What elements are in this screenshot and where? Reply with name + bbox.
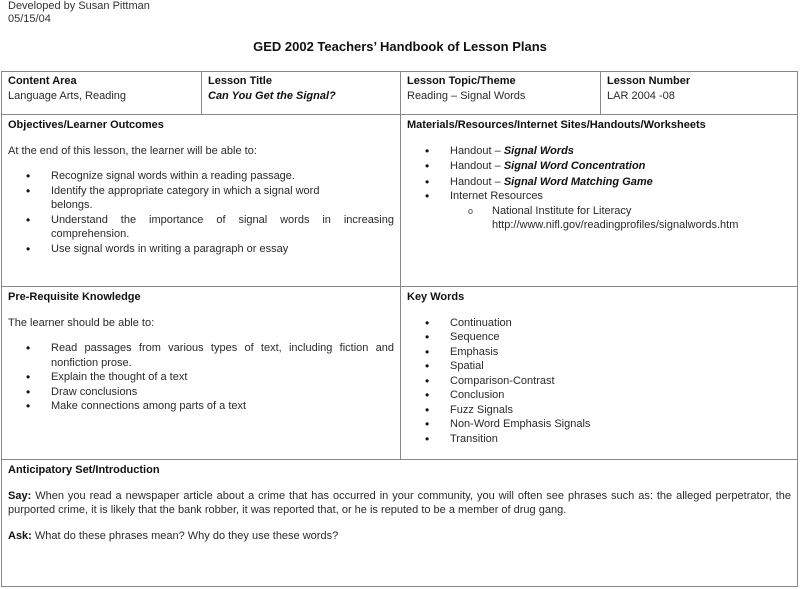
objectives-intro: At the end of this lesson, the learner will be able to: [8, 144, 257, 157]
prerequisite-list [8, 341, 394, 414]
objectives-heading: Objectives/Learner Outcomes [8, 119, 164, 131]
list-item: • Emphasis [407, 345, 791, 360]
resource-name: o National Institute for Literacy [492, 204, 632, 217]
lesson-topic-label: Lesson Topic/Theme [407, 75, 516, 87]
list-item: • Sequence [407, 330, 791, 345]
lesson-number-cell [601, 72, 797, 114]
key-words-list [407, 316, 791, 447]
handout-title: Signal Word Concentration [503, 160, 646, 172]
list-item: • Use signal words in writing a paragraph or essay [8, 242, 394, 257]
say-text: When you read a newspaper article about a crime that has occurred in your community, you will often see phrases such as: the alleged perpetrator, the purported crime, it is likely that the bank robber, it was reported that, or he is reputed to be a member of drug gang. [8, 489, 791, 516]
author-line: Developed by Susan Pittman [8, 0, 150, 12]
lesson-number-value: LAR 2004 -08 [607, 89, 675, 102]
list-item: • Make connections among parts of a text [8, 399, 394, 414]
prerequisite-cell [2, 288, 400, 459]
handout-title: Signal Word Matching Game [503, 175, 653, 188]
list-item [407, 175, 791, 190]
ask-label: Ask: [8, 529, 32, 542]
list-item: • Spatial [407, 359, 791, 374]
objectives-list [8, 169, 394, 256]
prerequisite-heading: Pre-Requisite Knowledge [8, 291, 141, 303]
lesson-title-value: Can You Get the Signal? [208, 89, 336, 102]
materials-heading: Materials/Resources/Internet Sites/Handouts/Worksheets [407, 119, 706, 131]
say-label: Say: [8, 489, 32, 502]
content-area-value: Language Arts, Reading [8, 89, 127, 102]
list-item: • Non-Word Emphasis Signals [407, 417, 791, 432]
lesson-title-label: Lesson Title [208, 75, 272, 87]
lesson-plan-table [1, 71, 798, 587]
list-item: • Fuzz Signals [407, 403, 791, 418]
content-area-label: Content Area [8, 75, 77, 87]
handout-prefix: Handout – [450, 175, 504, 188]
lesson-topic-cell [401, 72, 600, 114]
handout-prefix: Handout – [450, 144, 504, 157]
lesson-number-label: Lesson Number [607, 75, 691, 87]
page-title: GED 2002 Teachers’ Handbook of Lesson Plans [253, 39, 547, 54]
materials-cell [401, 116, 797, 286]
key-words-cell [401, 288, 797, 459]
objectives-cell [2, 116, 400, 286]
prerequisite-intro: The learner should be able to: [8, 316, 155, 329]
list-item: • Recognize signal words within a reading passage. [8, 169, 394, 184]
anticipatory-cell [2, 461, 797, 585]
anticipatory-heading: Anticipatory Set/Introduction [8, 464, 160, 476]
materials-list [407, 144, 791, 233]
document-header [8, 0, 150, 26]
list-item: • Draw conclusions [8, 385, 394, 400]
lesson-title-cell [202, 72, 400, 114]
handout-title: Signal Words [503, 144, 574, 157]
list-item: • Understand the importance of signal words in increasing comprehension. [8, 213, 394, 242]
date-line: 05/15/04 [8, 13, 51, 25]
list-item: • Identify the appropriate category in which a signal word belongs. [8, 184, 394, 213]
list-item [407, 159, 791, 174]
list-item: • Transition [407, 432, 791, 447]
resource-url[interactable]: http://www.nifl.gov/readingprofiles/signalwords.htm [492, 219, 739, 231]
ask-text: What do these phrases mean? Why do they use these words? [34, 529, 339, 542]
content-area-cell [2, 72, 201, 114]
list-item [407, 144, 791, 159]
list-item: • Conclusion [407, 388, 791, 403]
list-item: • Continuation [407, 316, 791, 331]
list-item [407, 204, 791, 233]
key-words-heading: Key Words [407, 291, 465, 303]
ask-paragraph [8, 529, 791, 544]
handout-prefix: Handout – [450, 160, 504, 172]
say-paragraph [8, 489, 791, 518]
list-item: • Comparison-Contrast [407, 374, 791, 389]
list-item: • Explain the thought of a text [8, 370, 394, 385]
list-item: • Read passages from various types of text, including fiction and nonfiction prose. [8, 341, 394, 370]
lesson-topic-value: Reading – Signal Words [407, 89, 526, 102]
list-item: • Internet Resources [407, 189, 791, 204]
